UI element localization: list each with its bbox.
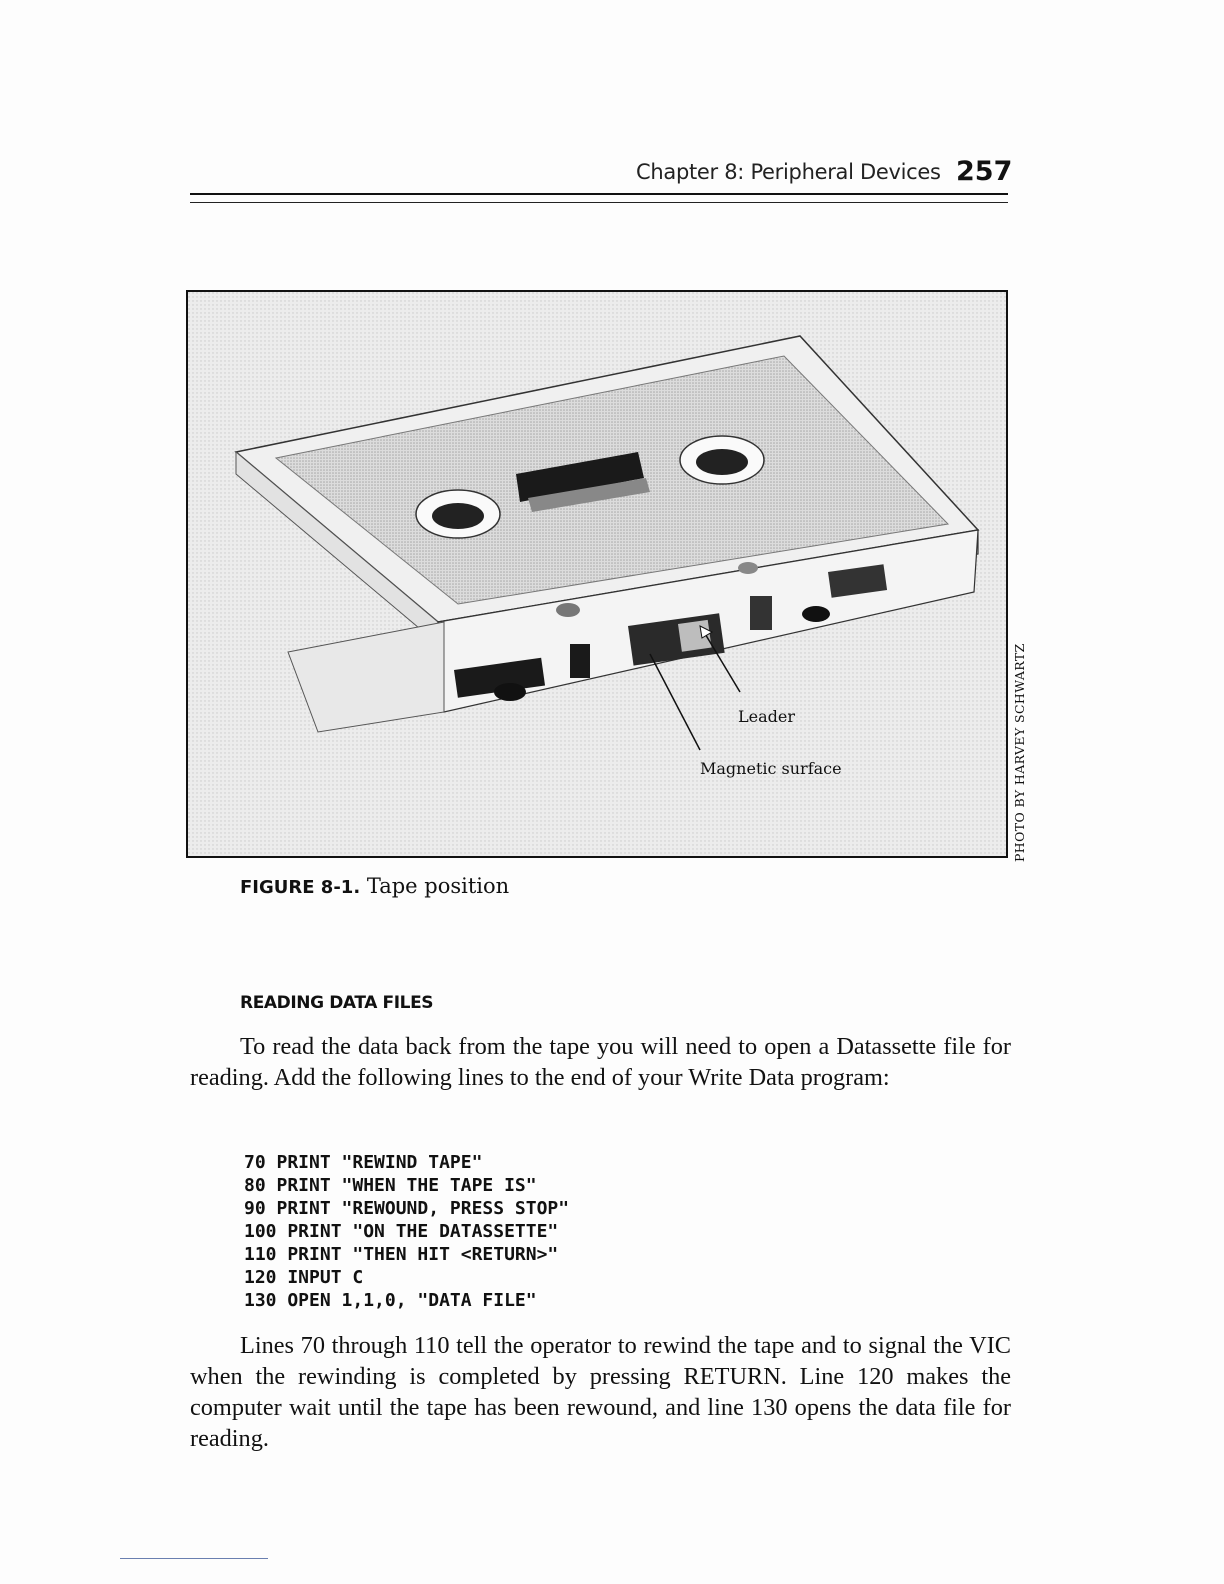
running-title: Chapter 8: Peripheral Devices — [636, 160, 941, 184]
photo-credit: PHOTO BY HARVEY SCHWARTZ — [1012, 643, 1027, 862]
code-line: 130 OPEN 1,1,0, "DATA FILE" — [244, 1290, 537, 1311]
magnetic-surface-label: Magnetic surface — [700, 759, 842, 778]
leader-label: Leader — [738, 707, 795, 726]
code-line: 80 PRINT "WHEN THE TAPE IS" — [244, 1175, 537, 1196]
cassette-photo-illustration — [188, 292, 1006, 856]
paragraph-intro: To read the data back from the tape you will need to open a Datassette file for reading. Add the following lines to the end of your Write Data program: — [190, 1033, 1011, 1091]
code-listing — [244, 1151, 569, 1312]
header-rule-top — [190, 193, 1008, 195]
header-rule-bottom — [190, 202, 1008, 203]
code-line: 70 PRINT "REWIND TAPE" — [244, 1152, 483, 1173]
figure-label: FIGURE 8-1. — [240, 877, 361, 898]
code-line: 100 PRINT "ON THE DATASSETTE" — [244, 1221, 559, 1242]
paragraph-explanation: Lines 70 through 110 tell the operator to rewind the tape and to signal the VIC when the rewinding is completed by pressing RETURN. Line 120 makes the computer wait until the tape has been rewound, and line 130 opens the data file for reading. — [190, 1332, 1011, 1452]
code-line: 90 PRINT "REWOUND, PRESS STOP" — [244, 1198, 570, 1219]
code-line: 120 INPUT C — [244, 1267, 364, 1288]
section-heading: READING DATA FILES — [240, 993, 434, 1013]
figure-caption-text: Tape position — [360, 874, 510, 898]
code-line: 110 PRINT "THEN HIT <RETURN>" — [244, 1244, 559, 1265]
footnote-rule — [120, 1558, 268, 1559]
figure-caption — [240, 874, 509, 898]
page-number: 257 — [956, 156, 1013, 187]
figure-photo — [186, 290, 1008, 858]
